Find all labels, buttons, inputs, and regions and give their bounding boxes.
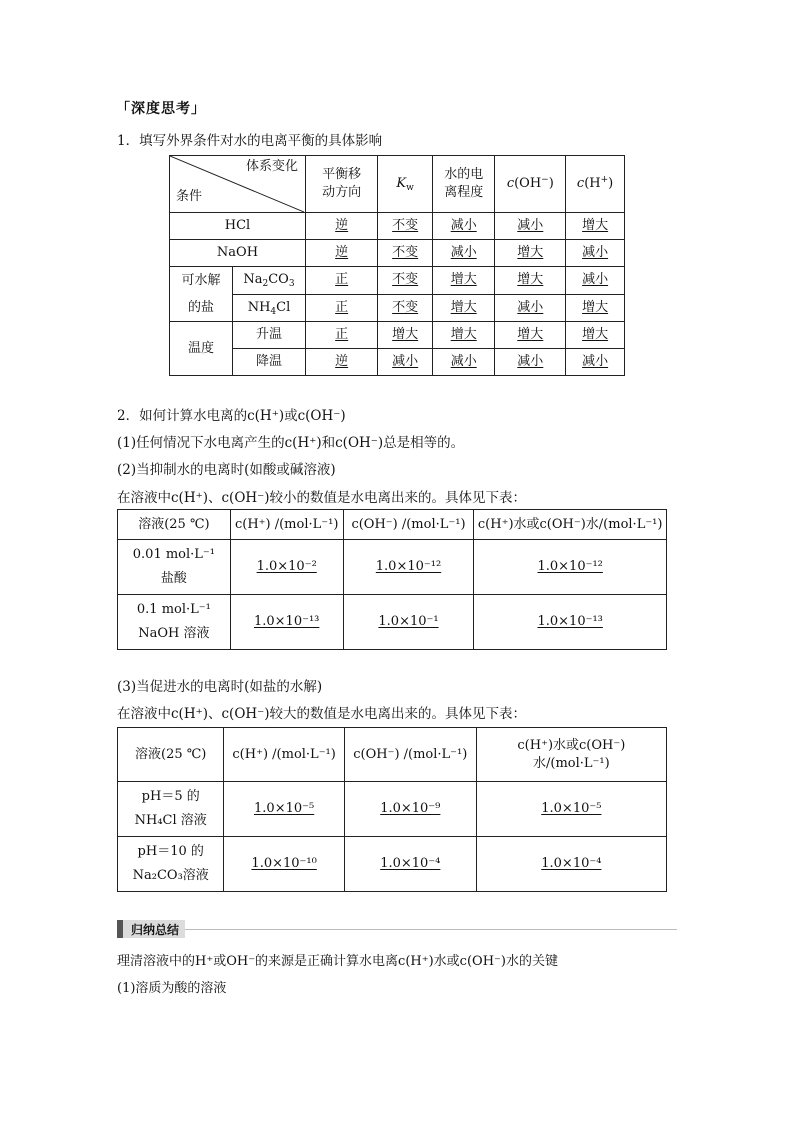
solution-cell: [118, 837, 224, 892]
table-row: [118, 782, 667, 837]
summary-tag: [117, 920, 185, 938]
col-c-h: c(H+): [566, 156, 625, 213]
value-cell: 增大: [517, 272, 544, 288]
value-cell: 增大: [582, 327, 609, 342]
value-cell: 正: [335, 299, 349, 315]
summary-line-1: 理清溶液中的H⁺或OH⁻的来源是正确计算水电离c(H⁺)水或c(OH⁻)水的关键: [117, 954, 558, 969]
table-row: [170, 240, 625, 267]
diagonal-header-cell: [170, 156, 306, 213]
header-cell: c(OH⁻) /(mol·L⁻¹): [344, 728, 476, 782]
value-cell: 正: [335, 272, 349, 288]
section-title: [116, 98, 206, 118]
solution-line2: NaOH 溶液: [138, 626, 210, 641]
header-cell: 溶液(25 ℃): [118, 728, 224, 782]
solution-line1: pH＝5 的: [141, 789, 200, 804]
solution-line2: 盐酸: [160, 571, 187, 586]
solution-line1: pH＝10 的: [137, 844, 204, 859]
table-row: [170, 294, 625, 322]
col-kw: $K_w$: [378, 156, 433, 213]
value-cell: 不变: [392, 272, 419, 288]
value-cell: 减小: [517, 218, 544, 233]
group-salt-line2: 的盐: [187, 300, 214, 315]
value-cell: 减小: [517, 354, 544, 369]
value-cell: 增大: [450, 272, 477, 288]
solution-line1: 0.01 mol·L⁻¹: [132, 547, 215, 562]
cond-cell: $Na_2CO_3$: [232, 267, 305, 295]
right-bracket: 」: [191, 101, 206, 117]
inhibition-table: [117, 509, 667, 650]
value-cell: 减小: [392, 354, 419, 369]
value-cell: 减小: [582, 354, 609, 369]
paragraph-1: (1)任何情况下水电离产生的c(H⁺)和c(OH⁻)总是相等的。: [117, 435, 465, 451]
value-cell: 正: [335, 327, 349, 342]
table-row: [170, 349, 625, 376]
col-shift-direction: [305, 156, 377, 213]
value-cell: 增大: [582, 299, 609, 315]
value-cell: 1.0×10⁻¹⁰: [251, 856, 317, 871]
value-cell: 1.0×10⁻⁵: [254, 801, 315, 816]
value-cell: 增大: [582, 218, 609, 233]
header-cell: c(H⁺)水或c(OH⁻)水/(mol·L⁻¹): [474, 510, 667, 540]
col-ionization-degree: [432, 156, 494, 213]
section-title-text: 深度思考: [131, 101, 191, 117]
header-cell: c(OH⁻) /(mol·L⁻¹): [343, 510, 474, 540]
header-cell: c(H⁺) /(mol·L⁻¹): [224, 728, 344, 782]
summary-divider: [185, 929, 677, 930]
cond-cell: 降温: [232, 349, 305, 376]
value-cell: 逆: [335, 354, 349, 369]
tag-notch: [117, 920, 123, 938]
header-cell: c(H⁺) /(mol·L⁻¹): [230, 510, 343, 540]
summary-section-header: [117, 920, 677, 938]
group-cell-temperature: 温度: [170, 322, 233, 376]
diag-top-label: 体系变化: [245, 159, 298, 174]
cond-cell: HCl: [170, 213, 306, 240]
water-ionization-table: [169, 155, 625, 376]
header-cell: 溶液(25 ℃): [118, 510, 231, 540]
summary-line-2: (1)溶质为酸的溶液: [117, 981, 227, 996]
table-row: [170, 322, 625, 349]
col1-line1: 平衡移: [322, 167, 362, 182]
col-c-oh: c(OH−): [495, 156, 566, 213]
table-row: [118, 595, 667, 650]
question-1-title: 1．填写外界条件对水的电离平衡的具体影响: [117, 133, 383, 149]
value-cell: 减小: [450, 245, 477, 260]
cond-cell: $NH_4Cl$: [232, 294, 305, 322]
value-cell: 不变: [392, 245, 419, 260]
paragraph-2: (2)当抑制水的电离时(如酸或碱溶液): [117, 462, 336, 478]
value-cell: 1.0×10⁻²: [256, 559, 317, 574]
col3-line1: 水的电: [444, 167, 484, 182]
group-cell-salt: [170, 267, 233, 322]
cond-cell: NaOH: [170, 240, 306, 267]
diag-bottom-label: 条件: [176, 189, 203, 204]
table-header-row: [118, 728, 667, 782]
table-header-row: [170, 156, 625, 213]
table-row: [170, 213, 625, 240]
table-row: [118, 837, 667, 892]
value-cell: 1.0×10⁻¹²: [375, 559, 442, 574]
value-cell: 减小: [450, 218, 477, 233]
value-cell: 1.0×10⁻¹: [378, 614, 439, 629]
solution-line2: NH₄Cl 溶液: [134, 813, 207, 828]
value-cell: 减小: [450, 354, 477, 369]
value-cell: 1.0×10⁻⁵: [541, 801, 602, 816]
table-row: [118, 540, 667, 595]
value-cell: 不变: [392, 299, 419, 315]
table-row: [170, 267, 625, 295]
solution-cell: [118, 595, 231, 650]
solution-line2: Na₂CO₃溶液: [132, 868, 209, 883]
value-cell: 1.0×10⁻¹²: [537, 559, 603, 574]
solution-cell: [118, 540, 231, 595]
col1-line2: 动方向: [322, 185, 362, 200]
value-cell: 增大: [450, 327, 477, 342]
value-cell: 逆: [335, 218, 349, 233]
value-cell: 增大: [517, 245, 544, 260]
value-cell: 不变: [392, 218, 419, 233]
paragraph-3: 在溶液中c(H⁺)、c(OH⁻)较小的数值是水电离出来的。具体见下表：: [117, 490, 527, 506]
paragraph-5: 在溶液中c(H⁺)、c(OH⁻)较大的数值是水电离出来的。具体见下表：: [117, 706, 527, 722]
value-cell: 增大: [392, 327, 419, 342]
value-cell: 逆: [335, 245, 349, 260]
promotion-table: [117, 727, 667, 892]
paragraph-4: (3)当促进水的电离时(如盐的水解): [117, 679, 323, 695]
left-bracket: 「: [116, 101, 131, 117]
value-cell: 增大: [517, 327, 544, 342]
value-cell: 1.0×10⁻⁴: [541, 856, 602, 871]
col3-line2: 离程度: [444, 185, 484, 200]
solution-cell: [118, 782, 224, 837]
table-header-row: [118, 510, 667, 540]
value-cell: 减小: [582, 272, 609, 288]
value-cell: 1.0×10⁻¹³: [537, 614, 603, 629]
solution-line1: 0.1 mol·L⁻¹: [136, 602, 211, 617]
value-cell: 减小: [582, 245, 609, 260]
value-cell: 1.0×10⁻⁹: [380, 801, 441, 816]
value-cell: 减小: [517, 299, 544, 315]
value-cell: 1.0×10⁻⁴: [380, 856, 441, 871]
header-cell: c(H⁺)水或c(OH⁻)水/(mol·L⁻¹): [476, 728, 666, 782]
cond-cell: 升温: [232, 322, 305, 349]
value-cell: 1.0×10⁻¹³: [253, 614, 320, 629]
question-2-title: 2．如何计算水电离的c(H⁺)或c(OH⁻): [117, 408, 346, 424]
summary-tag-label: 归纳总结: [131, 923, 180, 937]
group-salt-line1: 可水解: [181, 273, 221, 288]
value-cell: 增大: [450, 299, 477, 315]
